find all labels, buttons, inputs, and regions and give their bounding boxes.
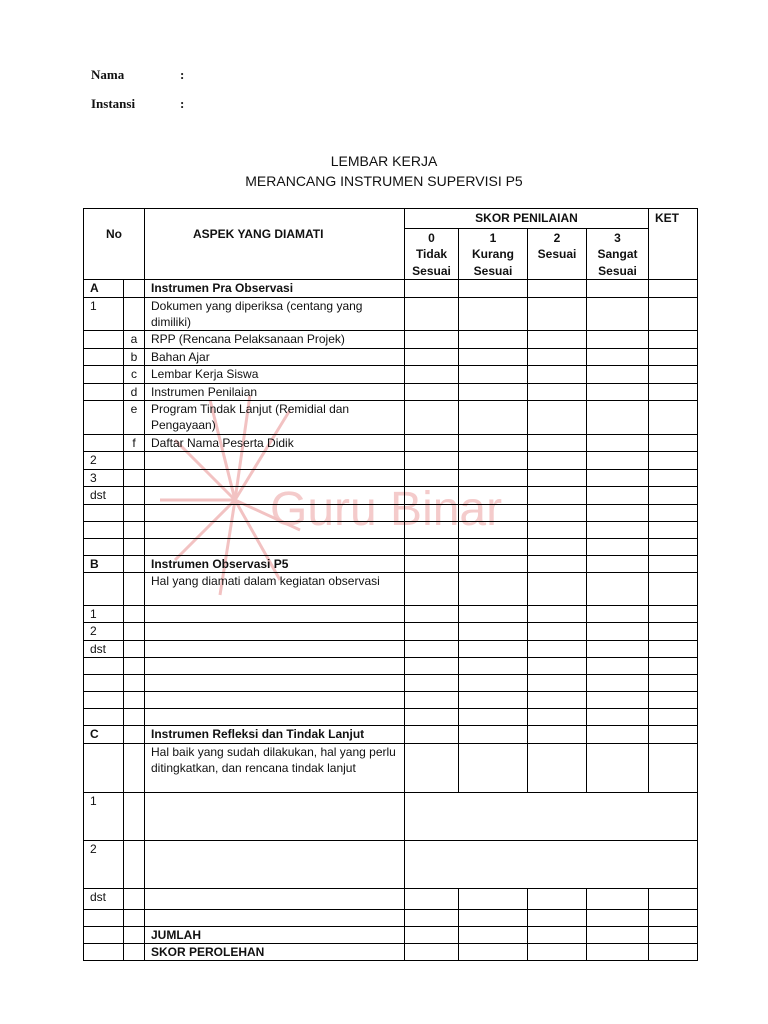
score-cell[interactable] <box>405 623 459 640</box>
score-cell[interactable] <box>587 943 649 960</box>
score-cell[interactable] <box>459 469 528 486</box>
table-row <box>84 692 698 709</box>
score-cell[interactable] <box>528 888 587 909</box>
aspek-cell[interactable] <box>145 888 405 909</box>
score-0-header <box>405 229 459 280</box>
score-cell[interactable] <box>528 623 587 640</box>
subitem-text: RPP (Rencana Pelaksanaan Projek) <box>145 331 405 348</box>
subitem-letter: d <box>124 383 145 400</box>
score-2-l1: Sesuai <box>537 247 577 262</box>
score-cell[interactable] <box>528 605 587 622</box>
table-row <box>84 555 698 572</box>
score-cell[interactable] <box>528 487 587 504</box>
aspek-cell[interactable] <box>145 504 405 521</box>
section-b-title: Instrumen Observasi P5 <box>145 555 405 572</box>
score-cell[interactable] <box>528 452 587 469</box>
score-cell[interactable] <box>528 401 587 435</box>
item-no: 2 <box>84 452 124 469</box>
section-a-label: A <box>84 280 124 297</box>
table-row <box>84 675 698 692</box>
ket-cell[interactable] <box>649 926 698 943</box>
score-cell[interactable] <box>587 623 649 640</box>
table-row <box>84 348 698 365</box>
aspek-cell[interactable] <box>145 909 405 926</box>
subitem-text: Bahan Ajar <box>145 348 405 365</box>
aspek-cell[interactable] <box>145 658 405 675</box>
nama-field <box>91 67 185 83</box>
score-cell[interactable] <box>459 383 528 400</box>
ket-cell[interactable] <box>649 623 698 640</box>
score-cell[interactable] <box>459 926 528 943</box>
aspek-cell[interactable] <box>145 623 405 640</box>
col-aspek-header: ASPEK YANG DIAMATI <box>145 209 405 280</box>
ket-cell[interactable] <box>649 469 698 486</box>
score-cell[interactable] <box>405 297 459 331</box>
table-row <box>84 943 698 960</box>
score-cell[interactable] <box>405 888 459 909</box>
table-row <box>84 726 698 743</box>
skor-perolehan-label: SKOR PEROLEHAN <box>145 943 405 960</box>
subitem-letter: b <box>124 348 145 365</box>
score-cell[interactable] <box>459 331 528 348</box>
subitem-text: Daftar Nama Peserta Didik <box>145 434 405 451</box>
score-cell[interactable] <box>587 640 649 657</box>
item-no: 1 <box>84 605 124 622</box>
score-cell[interactable] <box>459 401 528 435</box>
col-no-header: No <box>84 209 145 280</box>
score-cell[interactable] <box>405 487 459 504</box>
score-cell[interactable] <box>459 943 528 960</box>
col-skor-header: SKOR PENILAIAN <box>405 209 649 229</box>
score-cell[interactable] <box>528 331 587 348</box>
item-no: 2 <box>84 840 124 888</box>
section-c-desc: Hal baik yang sudah dilakukan, hal yang perlu ditingkatkan, dan rencana tindak lanjut <box>145 743 405 792</box>
section-b-desc: Hal yang diamati dalam kegiatan observasi <box>145 572 405 605</box>
score-cell[interactable] <box>459 888 528 909</box>
doc-title-line1: LEMBAR KERJA <box>330 153 438 169</box>
score-cell[interactable] <box>528 640 587 657</box>
item-no: 2 <box>84 623 124 640</box>
response-cell[interactable] <box>405 792 698 840</box>
ket-cell[interactable] <box>649 348 698 365</box>
table-row <box>84 572 698 605</box>
score-cell[interactable] <box>587 605 649 622</box>
score-cell[interactable] <box>528 434 587 451</box>
score-cell[interactable] <box>587 469 649 486</box>
aspek-cell[interactable] <box>145 487 405 504</box>
score-1-num: 1 <box>489 231 497 245</box>
table-row <box>84 297 698 331</box>
score-cell[interactable] <box>459 623 528 640</box>
score-cell[interactable] <box>405 469 459 486</box>
score-0-num: 0 <box>428 231 435 245</box>
aspek-cell[interactable] <box>145 452 405 469</box>
section-c-title: Instrumen Refleksi dan Tindak Lanjut <box>145 726 405 743</box>
ket-cell[interactable] <box>649 487 698 504</box>
ket-cell[interactable] <box>649 888 698 909</box>
jumlah-label: JUMLAH <box>145 926 405 943</box>
response-cell[interactable] <box>405 840 698 888</box>
score-0-l1: Tidak <box>415 247 448 262</box>
aspek-cell[interactable] <box>145 692 405 709</box>
score-cell[interactable] <box>459 487 528 504</box>
score-cell[interactable] <box>405 926 459 943</box>
table-row <box>84 452 698 469</box>
item-no: 1 <box>84 792 124 840</box>
score-0-l2: Sesuai <box>412 263 451 278</box>
table-row <box>84 487 698 504</box>
ket-cell[interactable] <box>649 452 698 469</box>
aspek-cell[interactable] <box>145 538 405 555</box>
section-a-item1-no: 1 <box>84 297 124 331</box>
table-row <box>84 331 698 348</box>
score-cell[interactable] <box>405 348 459 365</box>
ket-cell[interactable] <box>649 383 698 400</box>
score-cell[interactable] <box>405 366 459 383</box>
ket-cell[interactable] <box>649 943 698 960</box>
section-c-label: C <box>84 726 124 743</box>
aspek-cell[interactable] <box>145 521 405 538</box>
score-cell[interactable] <box>528 943 587 960</box>
subitem-letter: f <box>124 434 145 451</box>
table-row <box>84 538 698 555</box>
ket-cell[interactable] <box>649 605 698 622</box>
ket-cell[interactable] <box>649 366 698 383</box>
score-2-num: 2 <box>553 231 561 245</box>
table-row <box>84 504 698 521</box>
aspek-cell[interactable] <box>145 605 405 622</box>
ket-cell[interactable] <box>649 434 698 451</box>
table-row <box>84 623 698 640</box>
score-cell[interactable] <box>587 331 649 348</box>
score-cell[interactable] <box>587 366 649 383</box>
section-b-label: B <box>84 555 124 572</box>
ket-cell[interactable] <box>649 331 698 348</box>
table-row <box>84 605 698 622</box>
score-cell[interactable] <box>587 434 649 451</box>
score-cell[interactable] <box>405 943 459 960</box>
score-cell[interactable] <box>528 383 587 400</box>
table-row <box>84 383 698 400</box>
score-cell[interactable] <box>528 348 587 365</box>
item-no: dst <box>84 487 124 504</box>
score-cell[interactable] <box>405 434 459 451</box>
score-cell[interactable] <box>587 888 649 909</box>
score-cell[interactable] <box>459 348 528 365</box>
table-row <box>84 743 698 792</box>
score-3-num: 3 <box>614 231 621 245</box>
table-row <box>84 521 698 538</box>
score-1-l2: Sesuai <box>473 263 513 278</box>
score-cell[interactable] <box>587 452 649 469</box>
table-row <box>84 840 698 888</box>
watermark-text: Guru Binar <box>270 483 503 536</box>
nama-colon: : <box>180 67 185 82</box>
score-1-header <box>459 229 528 280</box>
aspek-cell[interactable] <box>145 640 405 657</box>
score-cell[interactable] <box>459 297 528 331</box>
score-cell[interactable] <box>459 434 528 451</box>
score-cell[interactable] <box>459 366 528 383</box>
score-cell[interactable] <box>587 348 649 365</box>
section-a-title: Instrumen Pra Observasi <box>145 280 405 297</box>
ket-cell[interactable] <box>649 401 698 435</box>
subitem-text: Instrumen Penilaian <box>145 383 405 400</box>
score-cell[interactable] <box>587 487 649 504</box>
table-row <box>84 888 698 909</box>
score-cell[interactable] <box>405 452 459 469</box>
subitem-letter: e <box>124 401 145 435</box>
doc-title-line2: MERANCANG INSTRUMEN SUPERVISI P5 <box>245 173 523 189</box>
score-cell[interactable] <box>528 926 587 943</box>
score-3-l2: Sesuai <box>598 263 637 278</box>
ket-cell[interactable] <box>649 297 698 331</box>
table-row <box>84 926 698 943</box>
score-3-header <box>587 229 649 280</box>
instrument-table <box>83 208 698 961</box>
subitem-text: Lembar Kerja Siswa <box>145 366 405 383</box>
score-cell[interactable] <box>459 452 528 469</box>
col-ket-header: KET <box>649 209 698 280</box>
subitem-letter: c <box>124 366 145 383</box>
table-row <box>84 401 698 435</box>
instansi-field <box>91 96 185 112</box>
score-cell[interactable] <box>405 605 459 622</box>
subitem-letter: a <box>124 331 145 348</box>
score-cell[interactable] <box>405 640 459 657</box>
score-cell[interactable] <box>459 605 528 622</box>
score-cell[interactable] <box>587 383 649 400</box>
table-row <box>84 709 698 726</box>
item-no: 3 <box>84 469 124 486</box>
nama-label: Nama <box>91 67 125 82</box>
score-1-l1: Kurang <box>472 247 514 262</box>
score-cell[interactable] <box>459 640 528 657</box>
table-row <box>84 280 698 297</box>
instansi-colon: : <box>180 96 185 111</box>
aspek-cell[interactable] <box>145 469 405 486</box>
item-no: dst <box>84 640 124 657</box>
score-3-l1: Sangat <box>597 247 638 262</box>
subitem-text: Program Tindak Lanjut (Remidial dan Pengayaan) <box>145 401 405 435</box>
aspek-cell[interactable] <box>145 792 405 840</box>
score-cell[interactable] <box>587 297 649 331</box>
table-row <box>84 658 698 675</box>
score-cell[interactable] <box>528 469 587 486</box>
item-no: dst <box>84 888 124 909</box>
table-row <box>84 434 698 451</box>
section-a-item1-text: Dokumen yang diperiksa (centang yang dimiliki) <box>145 297 405 331</box>
aspek-cell[interactable] <box>145 675 405 692</box>
score-cell[interactable] <box>587 401 649 435</box>
score-cell[interactable] <box>405 401 459 435</box>
score-2-header <box>528 229 587 280</box>
table-row <box>84 909 698 926</box>
score-cell[interactable] <box>587 926 649 943</box>
aspek-cell[interactable] <box>145 840 405 888</box>
ket-cell[interactable] <box>649 640 698 657</box>
score-cell[interactable] <box>405 383 459 400</box>
table-row <box>84 792 698 840</box>
score-cell[interactable] <box>528 366 587 383</box>
instansi-label: Instansi <box>91 96 136 111</box>
aspek-cell[interactable] <box>145 709 405 726</box>
score-cell[interactable] <box>528 297 587 331</box>
table-row <box>84 366 698 383</box>
score-cell[interactable] <box>405 331 459 348</box>
table-row <box>84 469 698 486</box>
table-row <box>84 640 698 657</box>
table-header-row <box>84 209 698 229</box>
